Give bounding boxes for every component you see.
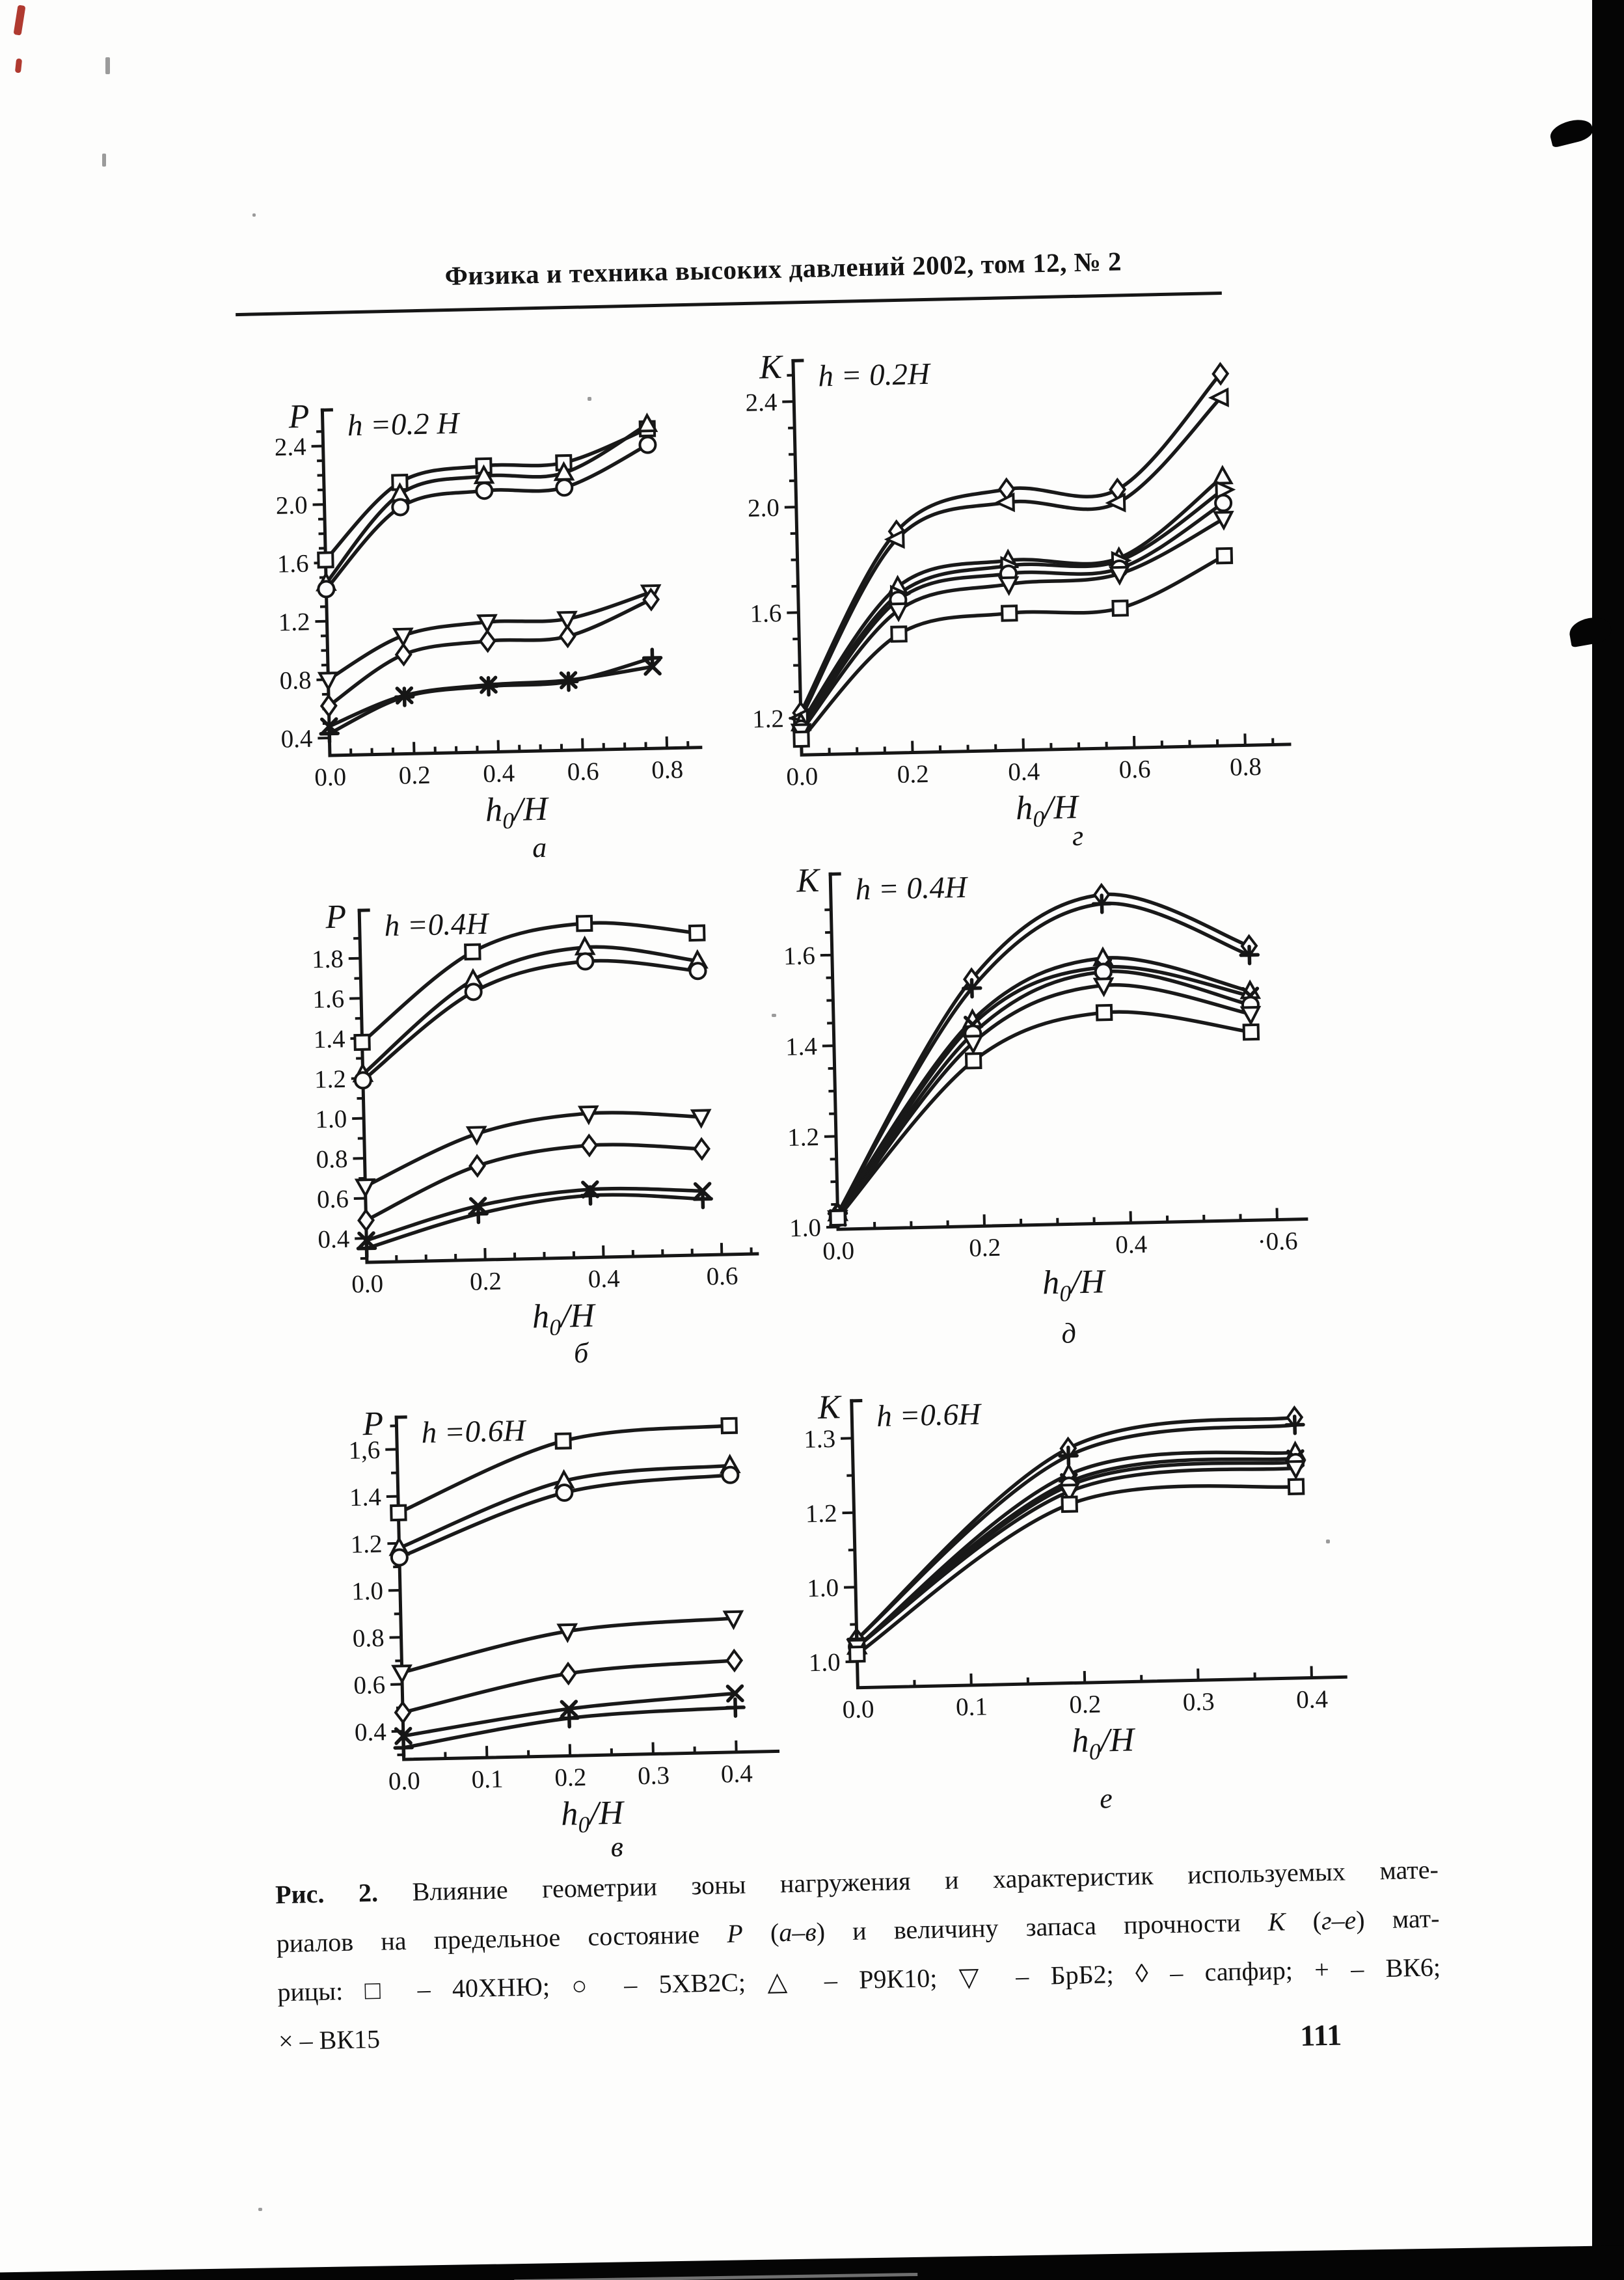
svg-text:0.8: 0.8 (352, 1623, 385, 1653)
svg-text:1.3: 1.3 (803, 1424, 836, 1454)
band-noise (514, 2273, 917, 2280)
svg-text:·0.6: ·0.6 (1257, 1227, 1298, 1256)
svg-text:1.2: 1.2 (805, 1499, 838, 1528)
svg-text:1.4: 1.4 (349, 1483, 382, 1512)
svg-text:0.2: 0.2 (1069, 1690, 1102, 1719)
svg-text:h =0.4H: h =0.4H (384, 906, 489, 943)
svg-text:1.2: 1.2 (314, 1065, 347, 1094)
svg-text:h0/H: $h_0/H$ (1071, 1721, 1135, 1765)
svg-text:0.6: 0.6 (353, 1671, 386, 1700)
svg-text:1.2: 1.2 (278, 608, 310, 637)
svg-text:h0/H: $h_0/H$ (532, 1297, 595, 1340)
svg-text:0.0: 0.0 (388, 1767, 421, 1796)
svg-text:0.3: 0.3 (637, 1761, 670, 1791)
svg-text:1.2: 1.2 (350, 1530, 383, 1559)
svg-text:1.8: 1.8 (311, 945, 344, 974)
svg-text:2.4: 2.4 (745, 388, 778, 417)
svg-text:0.4: 0.4 (720, 1759, 753, 1789)
svg-text:1.6: 1.6 (312, 984, 345, 1014)
chart-v-P-h06H (298, 1383, 802, 1849)
svg-text:0.6: 0.6 (567, 757, 600, 787)
svg-text:1.6: 1.6 (783, 942, 816, 971)
svg-text:0.8: 0.8 (1229, 752, 1262, 781)
svg-text:0.4: 0.4 (482, 759, 515, 788)
svg-text:0.4: 0.4 (1295, 1685, 1329, 1715)
svg-text:h0/H: $h_0/H$ (1015, 789, 1079, 832)
svg-text:P: P (325, 898, 347, 936)
svg-text:h = 0.2H: h = 0.2H (817, 357, 930, 394)
chart-d-K-h04H (761, 841, 1331, 1309)
svg-text:2.4: 2.4 (274, 433, 307, 462)
svg-text:1,6: 1,6 (348, 1435, 381, 1465)
svg-text:1.6: 1.6 (277, 549, 310, 578)
svg-text:0.2: 0.2 (554, 1763, 587, 1792)
svg-text:P: P (288, 398, 310, 436)
svg-text:0.8: 0.8 (316, 1145, 348, 1174)
svg-text:1.0: 1.0 (789, 1214, 822, 1243)
svg-text:h =0.2 H: h =0.2 H (347, 406, 459, 443)
svg-text:0.8: 0.8 (651, 755, 684, 785)
svg-text:0.2: 0.2 (469, 1267, 502, 1296)
svg-text:1.0: 1.0 (314, 1105, 347, 1134)
sublabel-b: б (573, 1337, 589, 1370)
svg-text:0.2: 0.2 (968, 1233, 1001, 1262)
scan-speck (588, 397, 591, 401)
svg-text:h =0.6H: h =0.6H (421, 1413, 526, 1450)
sublabel-d: д (1061, 1317, 1077, 1350)
scan-speck (105, 57, 110, 74)
svg-text:h =0.6H: h =0.6H (876, 1397, 981, 1433)
svg-text:0.4: 0.4 (1115, 1230, 1148, 1259)
header-rule (236, 292, 1222, 316)
svg-text:0.8: 0.8 (279, 666, 312, 696)
journal-header: Физика и техника высоких давлений 2002, том 12, № 2 (444, 246, 1122, 292)
svg-text:0.0: 0.0 (786, 762, 819, 791)
svg-text:0.4: 0.4 (1007, 757, 1040, 787)
svg-text:0.0: 0.0 (314, 763, 347, 792)
svg-text:1.4: 1.4 (313, 1025, 345, 1054)
scan-speck (1326, 1540, 1330, 1543)
svg-text:1.0: 1.0 (806, 1573, 839, 1603)
svg-text:0.4: 0.4 (588, 1264, 621, 1294)
scan-speck (252, 213, 256, 217)
svg-text:0.0: 0.0 (351, 1269, 384, 1299)
svg-text:0.2: 0.2 (398, 761, 431, 790)
svg-text:0.6: 0.6 (706, 1262, 738, 1291)
svg-text:0.3: 0.3 (1182, 1687, 1215, 1717)
page-number: 111 (1299, 2018, 1342, 2052)
svg-text:h0/H: $h_0/H$ (485, 790, 548, 834)
svg-text:K: K (817, 1389, 841, 1426)
chart-b-P-h04H (274, 876, 785, 1342)
svg-text:0.1: 0.1 (471, 1765, 504, 1794)
svg-text:0.6: 0.6 (1118, 755, 1151, 784)
svg-text:0.0: 0.0 (822, 1236, 855, 1266)
scan-speck (258, 2208, 262, 2211)
scan-speck (102, 154, 106, 167)
sublabel-v: в (610, 1830, 624, 1864)
sublabel-a: а (532, 831, 547, 864)
svg-text:K: K (759, 348, 783, 387)
svg-text:2.0: 2.0 (275, 491, 308, 520)
svg-text:h0/H: $h_0/H$ (1042, 1263, 1105, 1307)
svg-text:0.4: 0.4 (317, 1225, 350, 1254)
svg-text:0.0: 0.0 (842, 1695, 874, 1724)
svg-text:0.2: 0.2 (897, 759, 930, 789)
svg-text:1.6: 1.6 (750, 599, 782, 629)
svg-text:1.4: 1.4 (785, 1032, 818, 1061)
svg-text:h0/H: $h_0/H$ (560, 1794, 624, 1838)
svg-text:P: P (362, 1405, 384, 1443)
svg-text:1.0: 1.0 (351, 1577, 384, 1606)
figure-caption: Рис. 2. Влияние геометрии зоны нагружения и характеристик используемых мате- риалов на предельное состояние Р (а–в) и величину запаса прочности К (г–е) мат- рицы: □ – 40ХНЮ; ○ – 5ХВ2С; △ – Р9К10; ▽ – БрБ2; ◊ – сапфир; + – ВК6; × – ВК15 (275, 1854, 1441, 2056)
svg-text:0.4: 0.4 (354, 1718, 387, 1747)
chart-g-K-h02H (724, 318, 1314, 831)
svg-text:2.0: 2.0 (747, 493, 780, 522)
svg-text:0.4: 0.4 (280, 724, 313, 753)
svg-text:K: K (796, 862, 820, 900)
svg-text:0.6: 0.6 (316, 1185, 349, 1214)
chart-a-P-h02H (250, 376, 722, 834)
scan-edge-strip (1592, 0, 1624, 2280)
sublabel-g: г (1072, 819, 1084, 852)
svg-text:1.2: 1.2 (751, 705, 785, 734)
chart-e-K-h06H (779, 1364, 1374, 1765)
svg-text:h = 0.4H: h = 0.4H (855, 870, 968, 907)
svg-text:0.1: 0.1 (955, 1692, 988, 1722)
svg-text:1.2: 1.2 (787, 1122, 820, 1152)
sublabel-e: е (1099, 1782, 1113, 1815)
scan-speck (772, 1014, 776, 1017)
svg-text:1.0: 1.0 (808, 1648, 841, 1677)
